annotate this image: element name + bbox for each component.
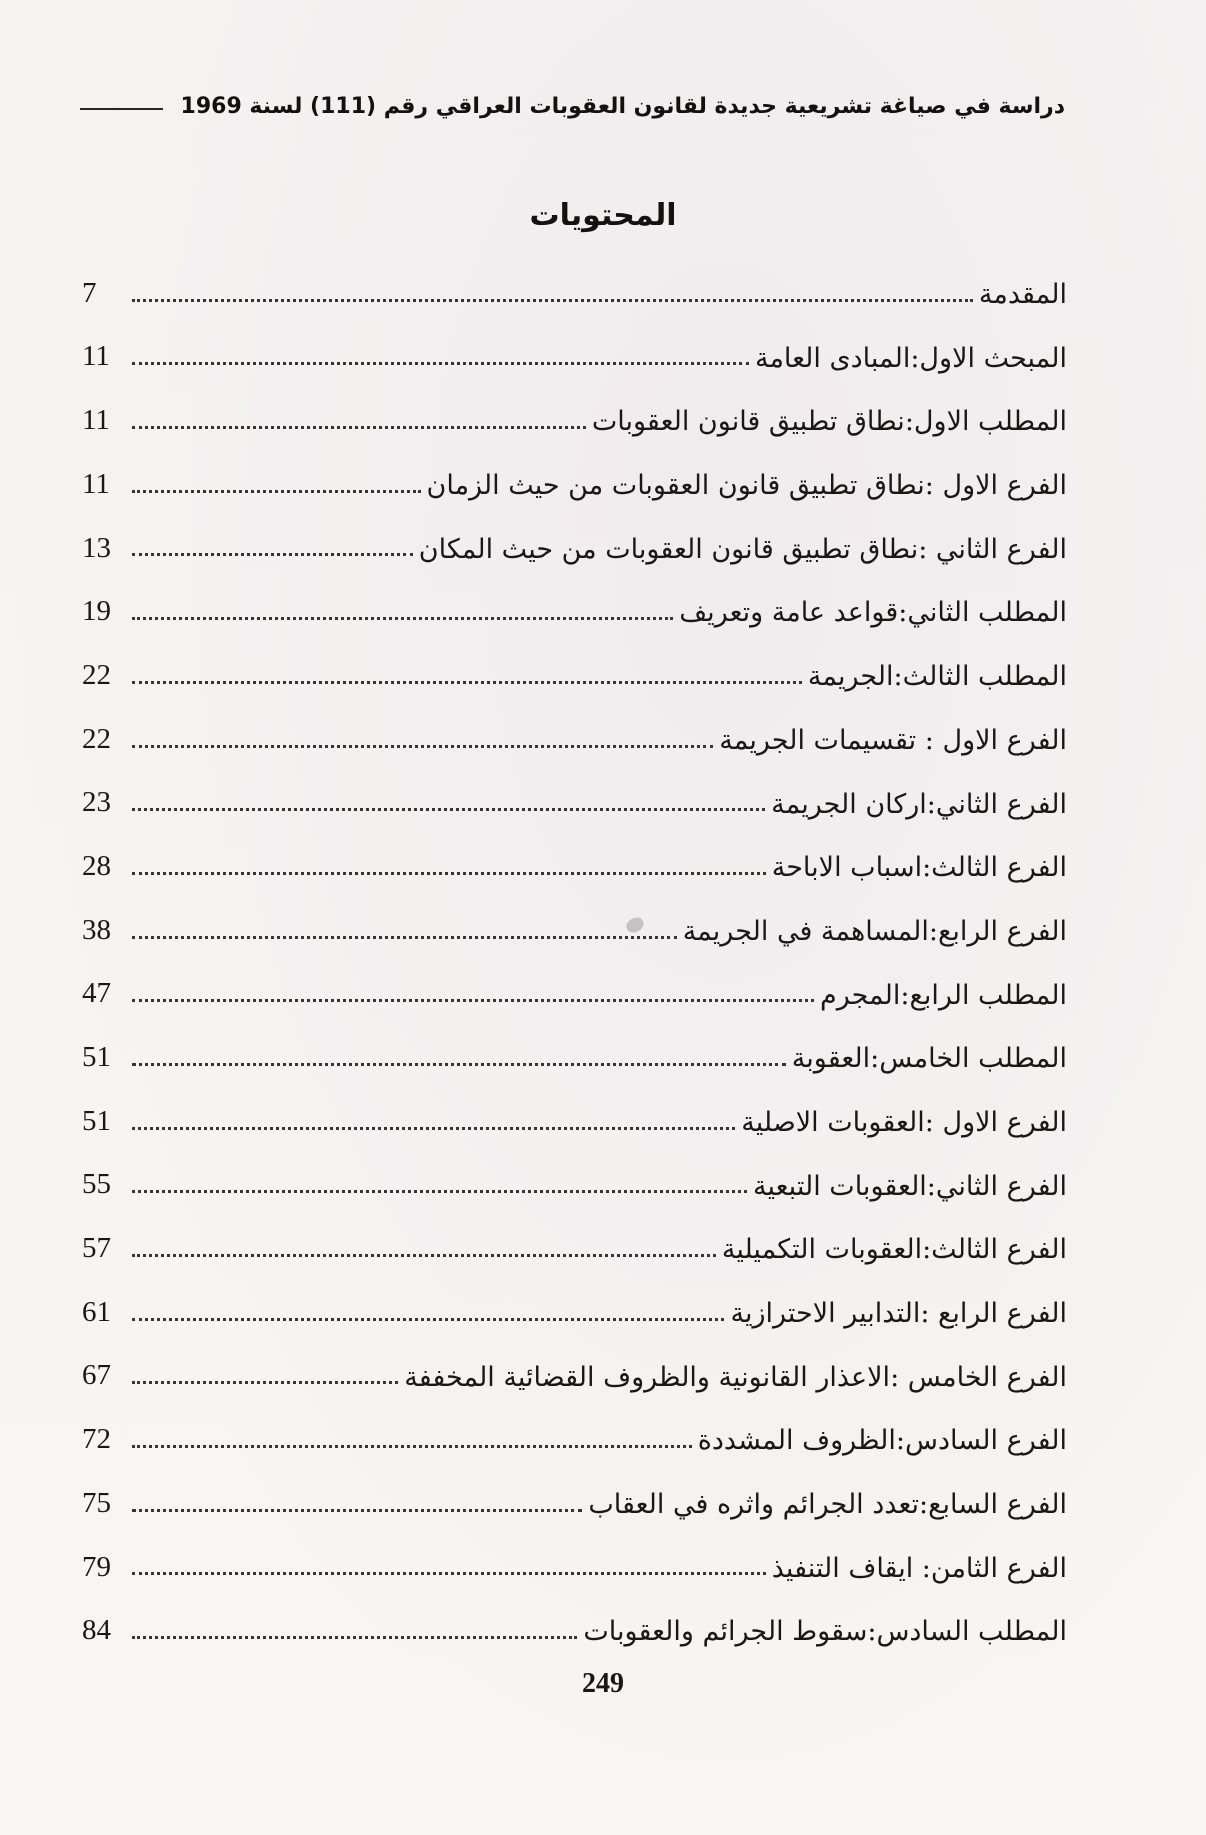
toc-entry [82,377,1067,441]
dot-leader [132,1190,747,1193]
toc-entry-label: المبحث الاول:المبادى العامة [754,342,1067,374]
toc-entry-page: 72 [82,1423,111,1456]
toc-entry-page: 28 [82,849,111,882]
toc-entry [82,887,1067,951]
header-rule [80,108,163,110]
dot-leader [132,1254,716,1257]
toc-entry-label: الفرع الثالث:اسباب الاباحة [771,852,1067,884]
toc-entry-page: 23 [82,786,111,819]
toc-entry-label: المطلب الثاني:قواعد عامة وتعريف [679,597,1067,629]
dot-leader [132,617,673,620]
dot-leader [132,681,802,684]
toc-entry-page: 11 [82,467,110,500]
toc-entry [82,1396,1067,1460]
dot-leader [132,1381,398,1384]
toc-entry-page: 11 [82,340,110,373]
toc-entry-page: 13 [82,531,111,564]
toc-entry-label: الفرع الرابع :التدابير الاحترازية [730,1298,1067,1329]
dot-leader [132,553,413,556]
toc-entry [82,250,1067,314]
toc-entry-page: 11 [82,404,110,437]
toc-entry-label: المطلب الخامس:العقوبة [791,1043,1067,1075]
dot-leader [132,1063,786,1066]
toc-entry-label: الفرع الثالث:العقوبات التكميلية [721,1234,1067,1266]
dot-leader [132,808,765,811]
toc-entry-page: 61 [82,1295,111,1328]
toc-entry [82,568,1067,632]
toc-title: المحتويات [529,198,677,233]
toc-entry [82,1205,1067,1269]
toc-entry-label: المطلب الاول:نطاق تطبيق قانون العقوبات [591,406,1067,438]
dot-leader [132,1509,582,1512]
toc-entry-page: 19 [82,595,111,628]
toc-entry-label: الفرع السابع:تعدد الجرائم واثره في العقاب [588,1489,1067,1521]
toc-entry-label: المطلب الثالث:الجريمة [807,661,1067,693]
toc-entry-label: الفرع الاول : تقسيمات الجريمة [719,724,1067,756]
toc-entry [82,696,1067,760]
toc-list [82,250,1067,1651]
toc-entry [82,823,1067,887]
running-header [80,86,1065,126]
toc-entry [82,951,1067,1015]
toc-entry-page: 51 [82,1041,111,1074]
toc-entry-page: 79 [82,1550,111,1583]
toc-entry-label: الفرع الاول :العقوبات الاصلية [741,1106,1067,1138]
toc-entry [82,505,1067,569]
dot-leader [132,1636,577,1639]
running-header-title: دراسة في صياغة تشريعية جديدة لقانون العقوبات العراقي رقم (111) لسنة 1969 [180,93,1065,119]
toc-entry [82,760,1067,824]
toc-entry-label: الفرع الثاني:العقوبات التبعية [753,1170,1067,1202]
toc-entry-label: الفرع الخامس :الاعذار القانونية والظروف القضائية المخففة [404,1361,1067,1393]
toc-entry-page: 51 [82,1104,111,1137]
toc-entry-page: 75 [82,1486,111,1519]
toc-entry-label: المطلب السادس:سقوط الجرائم والعقوبات [583,1616,1067,1648]
dot-leader [132,872,766,875]
dot-leader [132,745,713,748]
dot-leader [132,1127,735,1130]
toc-entry [82,1524,1067,1588]
toc-entry-label: الفرع الثاني :نطاق تطبيق قانون العقوبات من حيث المكان [418,533,1067,565]
dot-leader [132,362,749,365]
toc-entry-page: 84 [82,1614,111,1647]
toc-entry [82,1269,1067,1333]
toc-entry [82,314,1067,378]
toc-entry-page: 47 [82,977,111,1010]
toc-entry-label: المطلب الرابع:المجرم [819,979,1067,1011]
toc-entry-page: 67 [82,1359,111,1392]
dot-leader [132,1318,724,1321]
toc-entry [82,1078,1067,1142]
toc-entry-page: 38 [82,913,111,946]
dot-leader [132,1445,692,1448]
toc-entry-page: 22 [82,722,111,755]
toc-entry-label: الفرع الثامن: ايقاف التنفيذ [771,1552,1067,1584]
dot-leader [132,299,973,302]
dot-leader [132,426,586,429]
toc-entry-page: 22 [82,658,111,691]
dot-leader [132,999,814,1002]
dot-leader [132,1572,766,1575]
dot-leader [132,936,677,939]
toc-entry-page: 57 [82,1232,111,1265]
dot-leader [132,490,421,493]
toc-entry [82,1460,1067,1524]
toc-entry-label: الفرع الرابع:المساهمة في الجريمة [682,915,1067,947]
toc-entry [82,1142,1067,1206]
toc-entry-label: المقدمة [978,279,1067,310]
toc-entry [82,441,1067,505]
toc-entry-page: 55 [82,1168,111,1201]
toc-entry [82,1333,1067,1397]
toc-entry [82,1587,1067,1651]
page-number: 249 [582,1668,624,1699]
toc-entry-label: الفرع الاول :نطاق تطبيق قانون العقوبات من حيث الزمان [426,470,1067,502]
toc-entry-page: 7 [82,276,97,309]
toc-entry [82,1014,1067,1078]
toc-entry-label: الفرع الثاني:اركان الجريمة [771,788,1067,820]
toc-entry [82,632,1067,696]
toc-entry-label: الفرع السادس:الظروف المشددة [697,1425,1067,1457]
